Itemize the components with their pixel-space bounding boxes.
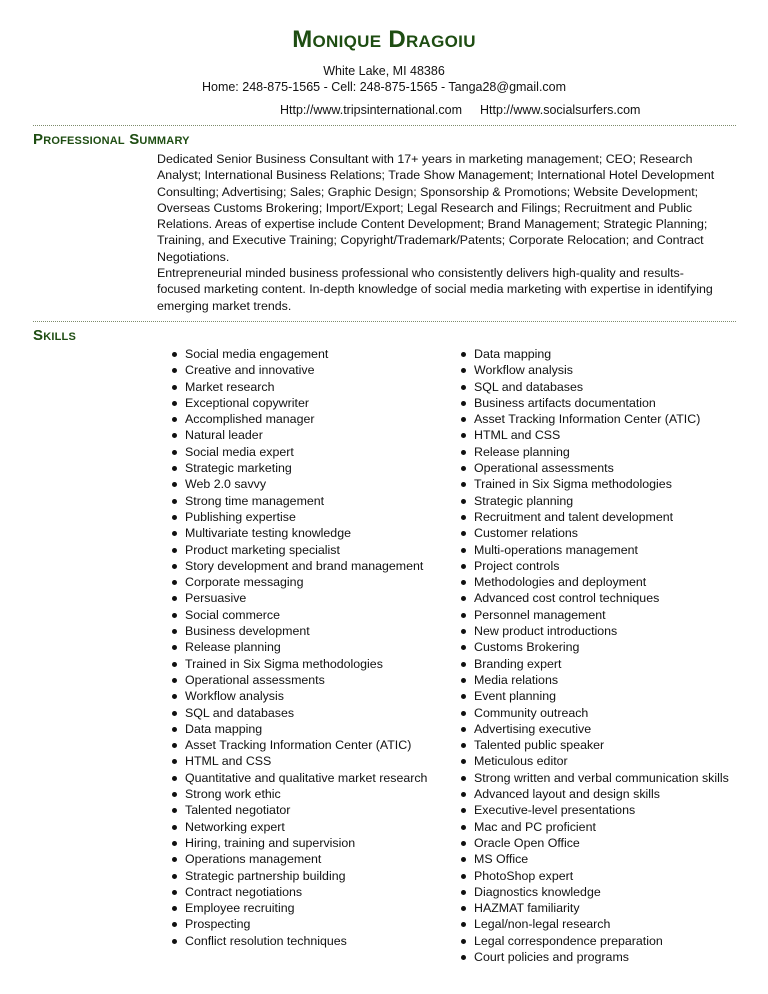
skill-item: Business development <box>171 623 427 639</box>
skill-item: Strong written and verbal communication skills <box>460 770 729 786</box>
skill-item: SQL and databases <box>460 379 729 395</box>
skill-item: Court policies and programs <box>460 949 729 965</box>
skill-item: Operational assessments <box>460 460 729 476</box>
skill-item: Asset Tracking Information Center (ATIC) <box>171 737 427 753</box>
skill-item: Strategic partnership building <box>171 868 427 884</box>
skill-item: Workflow analysis <box>171 688 427 704</box>
skill-item: Natural leader <box>171 427 427 443</box>
skill-item: Publishing expertise <box>171 509 427 525</box>
skill-item: Legal/non-legal research <box>460 916 729 932</box>
skill-item: Advanced cost control techniques <box>460 590 729 606</box>
skills-heading: Skills <box>33 327 76 344</box>
section-divider <box>33 125 736 126</box>
skill-item: Conflict resolution techniques <box>171 933 427 949</box>
skill-item: Recruitment and talent development <box>460 509 729 525</box>
skill-item: Diagnostics knowledge <box>460 884 729 900</box>
skill-item: Multivariate testing knowledge <box>171 525 427 541</box>
skill-item: Strategic marketing <box>171 460 427 476</box>
skill-item: PhotoShop expert <box>460 868 729 884</box>
website-link-socialsurfers[interactable]: Http://www.socialsurfers.com <box>480 103 641 117</box>
skill-item: HAZMAT familiarity <box>460 900 729 916</box>
skill-item: SQL and databases <box>171 705 427 721</box>
skill-item: Workflow analysis <box>460 362 729 378</box>
skill-item: Release planning <box>460 444 729 460</box>
skill-item: Multi-operations management <box>460 542 729 558</box>
skill-item: Social media expert <box>171 444 427 460</box>
section-divider <box>33 321 736 322</box>
skill-item: Employee recruiting <box>171 900 427 916</box>
phones-email: Home: 248-875-1565 - Cell: 248-875-1565 - Tanga28@gmail.com <box>201 80 567 94</box>
skill-item: Trained in Six Sigma methodologies <box>171 656 427 672</box>
skill-item: Talented public speaker <box>460 737 729 753</box>
skill-item: Exceptional copywriter <box>171 395 427 411</box>
summary-body <box>157 151 727 314</box>
skill-item: Prospecting <box>171 916 427 932</box>
skill-item: Contract negotiations <box>171 884 427 900</box>
skill-item: Customs Brokering <box>460 639 729 655</box>
skill-item: Branding expert <box>460 656 729 672</box>
skill-item: Project controls <box>460 558 729 574</box>
skill-item: Legal correspondence preparation <box>460 933 729 949</box>
skill-item: Corporate messaging <box>171 574 427 590</box>
skill-item: Persuasive <box>171 590 427 606</box>
skill-item: Executive-level presentations <box>460 802 729 818</box>
skill-item: Operations management <box>171 851 427 867</box>
skill-item: Quantitative and qualitative market research <box>171 770 427 786</box>
skill-item: Business artifacts documentation <box>460 395 729 411</box>
skill-item: Data mapping <box>171 721 427 737</box>
skill-item: HTML and CSS <box>171 753 427 769</box>
skill-item: Media relations <box>460 672 729 688</box>
skill-item: Asset Tracking Information Center (ATIC) <box>460 411 729 427</box>
skill-item: Methodologies and deployment <box>460 574 729 590</box>
skill-item: Talented negotiator <box>171 802 427 818</box>
website-link-trips[interactable]: Http://www.tripsinternational.com <box>280 103 463 117</box>
skill-item: Story development and brand management <box>171 558 427 574</box>
skill-item: Mac and PC proficient <box>460 819 729 835</box>
summary-paragraph-1: Dedicated Senior Business Consultant with 17+ years in marketing management; CEO; Research Analyst; International Business Relations; Trade Show Management; International Hotel Development Consulting; Advertising; Sales; Graphic Design; Sponsorship & Promotions; Website Development; Overseas Customs Brokering; Import/Export; Legal Research and Filings; Recruitment and Public Relations. Areas of expertise include Content Development; Brand Management; Strategic Planning; Training, and Executive Training; Copyright/Trademark/Patents; Corporate Relocation; and Contract Negotiations. <box>157 152 715 264</box>
skill-item: Customer relations <box>460 525 729 541</box>
skill-item: Trained in Six Sigma methodologies <box>460 476 729 492</box>
skill-item: Product marketing specialist <box>171 542 427 558</box>
skill-item: Web 2.0 savvy <box>171 476 427 492</box>
skill-item: Strong time management <box>171 493 427 509</box>
skill-item: Advanced layout and design skills <box>460 786 729 802</box>
skills-list-left <box>171 346 427 949</box>
skill-item: Strategic planning <box>460 493 729 509</box>
skill-item: Market research <box>171 379 427 395</box>
skill-item: Oracle Open Office <box>460 835 729 851</box>
skill-item: New product introductions <box>460 623 729 639</box>
skills-list-right <box>460 346 729 965</box>
websites <box>280 103 640 117</box>
skill-item: Accomplished manager <box>171 411 427 427</box>
summary-heading: Professional Summary <box>33 131 190 148</box>
skill-item: Release planning <box>171 639 427 655</box>
skill-item: Event planning <box>460 688 729 704</box>
skill-item: Strong work ethic <box>171 786 427 802</box>
skill-item: Social commerce <box>171 607 427 623</box>
skill-item: Personnel management <box>460 607 729 623</box>
address: White Lake, MI 48386 <box>323 64 445 78</box>
skill-item: Meticulous editor <box>460 753 729 769</box>
skill-item: Networking expert <box>171 819 427 835</box>
resume-name: Monique Dragoiu <box>292 26 476 53</box>
summary-paragraph-2: Entrepreneurial minded business professional who consistently delivers high-quality and results-focused marketing content. In-depth knowledge of social media marketing with expertise in identifying emerging market trends. <box>157 266 713 313</box>
skill-item: Community outreach <box>460 705 729 721</box>
skill-item: HTML and CSS <box>460 427 729 443</box>
skill-item: Social media engagement <box>171 346 427 362</box>
skill-item: Advertising executive <box>460 721 729 737</box>
skill-item: Operational assessments <box>171 672 427 688</box>
skill-item: Hiring, training and supervision <box>171 835 427 851</box>
skill-item: Data mapping <box>460 346 729 362</box>
skill-item: MS Office <box>460 851 729 867</box>
skill-item: Creative and innovative <box>171 362 427 378</box>
